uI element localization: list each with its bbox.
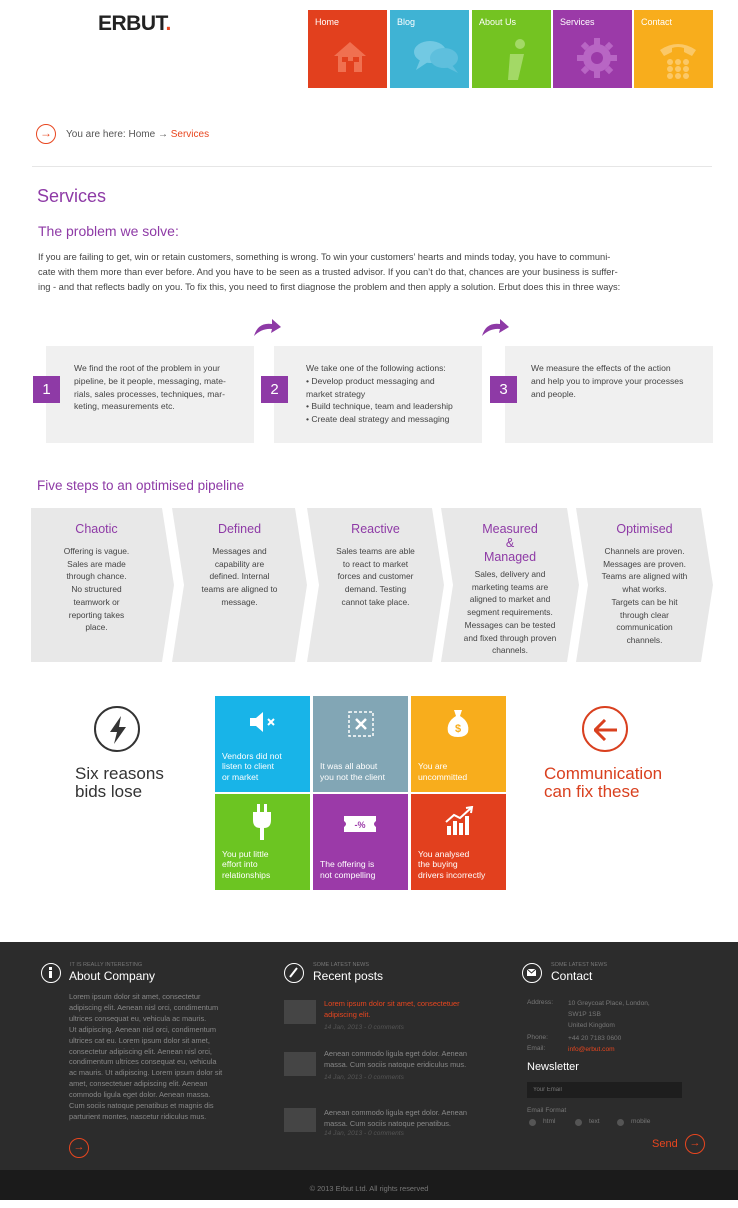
nav-services-label: Services <box>560 17 595 27</box>
way-text: We find the root of the problem in your <box>74 363 221 373</box>
format-html-radio[interactable] <box>529 1119 536 1126</box>
chat-bubbles-icon <box>412 36 460 76</box>
post-thumbnail[interactable] <box>284 1000 316 1024</box>
problem-intro <box>38 250 710 296</box>
posts-title: Recent posts <box>313 969 384 983</box>
format-text-radio[interactable] <box>575 1119 582 1126</box>
svg-text:-%: -% <box>354 820 366 830</box>
breadcrumb-separator: → <box>157 129 168 140</box>
reason-text: You put little effort into relationships <box>222 848 271 880</box>
info-icon <box>494 36 534 86</box>
step-desc: Sales teams are able to react to market forces and customer demand. Testing cannot take place. <box>336 546 415 607</box>
step-title: Chaotic <box>75 522 118 536</box>
contact-kicker: SOME LATEST NEWS <box>551 962 608 968</box>
intro-line: ing - and that reflects badly on you. To fix this, you need to first diagnose the problem and then apply a solution. Erbut does this in three ways: <box>38 282 621 293</box>
way-text: pipeline, be it people, messaging, mate- <box>74 375 226 386</box>
pipeline-step-chaotic <box>31 508 174 662</box>
posts-kicker: SOME LATEST NEWS <box>313 962 370 968</box>
address-label: Address: <box>527 999 554 1006</box>
way-card-2 <box>274 346 482 443</box>
reason-text: It was all about you not the client <box>320 761 385 782</box>
money-bag-icon <box>446 708 470 738</box>
about-text: Lorem ipsum dolor sit amet, consectetur adipiscing elit. Aenean nisl orci, condimentum ultrices consequat eu, vehicula ac mauris. Ut adipiscing. Aenean nisl orci, condimentum ultrices cat eu. Lorem ipsum dolor sit amet, consectetur adipiscing elit. Aenean nisl orci, condimentum ultrices consequat eu, vehicula ac mauris. Ut adipiscing. Lorem ipsum dolor sit amet, consectetuer adipiscing elit. Aenean commodo ligula eget dolor. Aenean massa. Cum sociis natoque penatibus et magnis dis parturient montes, nascetur ridiculus mus. <box>69 992 223 1121</box>
dashed-x-icon <box>347 710 375 738</box>
nav-blog-label: Blog <box>397 17 416 27</box>
way-text: We measure the effects of the action <box>531 363 671 373</box>
way-number-2: 2 <box>261 376 288 403</box>
step-title: Measured & Managed <box>482 522 538 564</box>
send-button[interactable]: Send <box>652 1138 678 1150</box>
six-reasons-heading: Six reasons bids lose <box>75 764 164 801</box>
about-title: About Company <box>69 969 156 983</box>
step-desc: Messages and capability are defined. Internal teams are aligned to message. <box>201 546 278 607</box>
way-text: • Develop product messaging and <box>306 375 435 386</box>
post-link[interactable]: Aenean commodo ligula eget dolor. Aenean massa. Cum sociis natoque penatibus. <box>324 1108 467 1128</box>
way-number-3: 3 <box>490 376 517 403</box>
lightning-bolt-icon <box>94 706 140 752</box>
way-text: • Create deal strategy and messaging <box>306 414 450 425</box>
muted-speaker-icon <box>248 710 278 734</box>
email-link[interactable]: info@erbut.com <box>568 1046 615 1053</box>
phone-icon <box>656 36 700 80</box>
logo-text: ERBUT <box>98 12 166 35</box>
logo-dot: . <box>165 12 171 35</box>
way-text: • Build technique, team and leadership <box>306 401 453 412</box>
info-icon <box>41 963 61 983</box>
logo[interactable] <box>98 12 171 36</box>
reason-tile-5[interactable] <box>313 794 408 890</box>
send-arrow-icon[interactable]: → <box>685 1134 705 1154</box>
step-title: Optimised <box>616 522 673 536</box>
post-thumbnail[interactable] <box>284 1052 316 1076</box>
reason-tile-1[interactable] <box>215 696 310 792</box>
gear-icon <box>575 36 619 80</box>
post-date: 14 Jan, 2013 - 0 comments <box>324 1130 404 1137</box>
footer <box>0 942 738 1170</box>
breadcrumb-arrow-icon: → <box>36 124 56 144</box>
way-text: keting, measurements etc. <box>74 401 175 412</box>
step-desc: Sales, delivery and marketing teams are aligned to market and segment requirements. Messages can be tested and fixed through proven channels. <box>463 569 557 656</box>
way-card-1 <box>46 346 254 443</box>
page-title: Services <box>37 186 107 206</box>
format-mobile-label: mobile <box>631 1118 651 1125</box>
way-text: and help you to improve your processes <box>531 375 684 386</box>
problem-heading: The problem we solve: <box>38 223 179 239</box>
reason-text: You are uncommitted <box>418 761 468 782</box>
contact-title: Contact <box>551 969 593 983</box>
reason-text: You analysed the buying drivers incorrectly <box>418 848 486 880</box>
step-desc: Channels are proven. Messages are proven. Teams are aligned with what works. Targets can be hit through clear communication channels. <box>601 546 688 645</box>
breadcrumb-prefix: You are here: <box>66 129 126 140</box>
copyright: © 2013 Erbut Ltd. All rights reserved <box>0 1170 738 1200</box>
format-mobile-radio[interactable] <box>617 1119 624 1126</box>
pipeline-step-defined <box>172 508 307 662</box>
nav-services[interactable] <box>553 10 632 88</box>
house-icon <box>330 36 370 76</box>
reason-tile-2[interactable] <box>313 696 408 792</box>
email-label: Email: <box>527 1045 546 1052</box>
divider <box>32 166 712 167</box>
step-title: Reactive <box>351 522 400 536</box>
way-text: We take one of the following actions: <box>306 363 446 373</box>
nav-contact-label: Contact <box>641 17 673 27</box>
post-date: 14 Jan, 2013 - 0 comments <box>324 1074 404 1081</box>
nav-about-us[interactable] <box>472 10 551 88</box>
breadcrumb <box>66 129 209 140</box>
post-date: 14 Jan, 2013 - 0 comments <box>324 1024 404 1031</box>
way-text: rials, sales processes, techniques, mar- <box>74 388 225 399</box>
nav-blog[interactable] <box>390 10 469 88</box>
post-thumbnail[interactable] <box>284 1108 316 1132</box>
post-link[interactable]: Aenean commodo ligula eget dolor. Aenean massa. Cum sociis natoque eridiculus mus. <box>324 1049 467 1069</box>
breadcrumb-home-link[interactable]: Home <box>128 129 156 140</box>
pipeline-heading: Five steps to an optimised pipeline <box>37 478 245 493</box>
curved-arrow-icon <box>252 318 282 338</box>
way-text: market strategy <box>306 388 366 399</box>
step-title: Defined <box>217 522 262 536</box>
way-card-3 <box>505 346 713 443</box>
svg-text:$: $ <box>454 723 462 735</box>
envelope-icon <box>522 963 542 983</box>
way-text: and people. <box>531 388 576 399</box>
newsletter-heading: Newsletter <box>527 1061 579 1073</box>
post-link[interactable]: Lorem ipsum dolor sit amet, consectetuer adipiscing elit. <box>324 999 460 1019</box>
about-more-button[interactable]: → <box>69 1138 89 1158</box>
way-number-1: 1 <box>33 376 60 403</box>
pipeline-step-reactive <box>307 508 444 662</box>
reason-tile-3[interactable] <box>411 696 506 792</box>
intro-line: cate with them more than ever before. And you have to be seen as a trusted advisor. If you can’t do that, chances are your business is suffer- <box>38 267 618 278</box>
email-format-label: Email Format <box>527 1107 567 1114</box>
nav-home-label: Home <box>315 17 340 27</box>
reason-text: The offering is not compelling <box>320 859 376 880</box>
pipeline-step-measured-managed <box>441 508 579 662</box>
reason-text: Vendors did not listen to client or market <box>222 750 282 782</box>
nav-about-us-label: About Us <box>479 17 517 27</box>
intro-line: If you are failing to get, win or retain customers, something is wrong. To win your customers’ hearts and minds today, you have to communi- <box>38 252 611 262</box>
nav-home[interactable] <box>308 10 387 88</box>
nav-contact[interactable] <box>634 10 713 88</box>
compass-icon <box>284 963 304 983</box>
step-desc: Offering is vague. Sales are made through chance. No structured teamwork or reporting takes place. <box>63 546 130 633</box>
rising-chart-icon <box>444 806 474 836</box>
discount-ticket-icon <box>342 814 378 834</box>
phone-value: +44 20 7183 0600 <box>568 1035 622 1042</box>
plug-icon <box>250 804 274 840</box>
phone-label: Phone: <box>527 1034 548 1041</box>
reason-tile-4[interactable] <box>215 794 310 890</box>
format-text-label: text <box>589 1118 600 1125</box>
format-html-label: html <box>543 1118 556 1125</box>
address-value: 10 Greycoat Place, London, SW1P 1SB United Kingdom <box>568 1000 650 1029</box>
communication-heading: Communication can fix these <box>544 764 663 801</box>
about-kicker: IT IS REALLY INTERESTING <box>70 962 143 968</box>
newsletter-email-input[interactable] <box>527 1082 682 1098</box>
arrow-left-icon[interactable] <box>582 706 628 752</box>
pipeline-step-optimised <box>576 508 713 662</box>
breadcrumb-current: Services <box>170 129 210 140</box>
reason-tile-6[interactable] <box>411 794 506 890</box>
curved-arrow-icon <box>480 318 510 338</box>
